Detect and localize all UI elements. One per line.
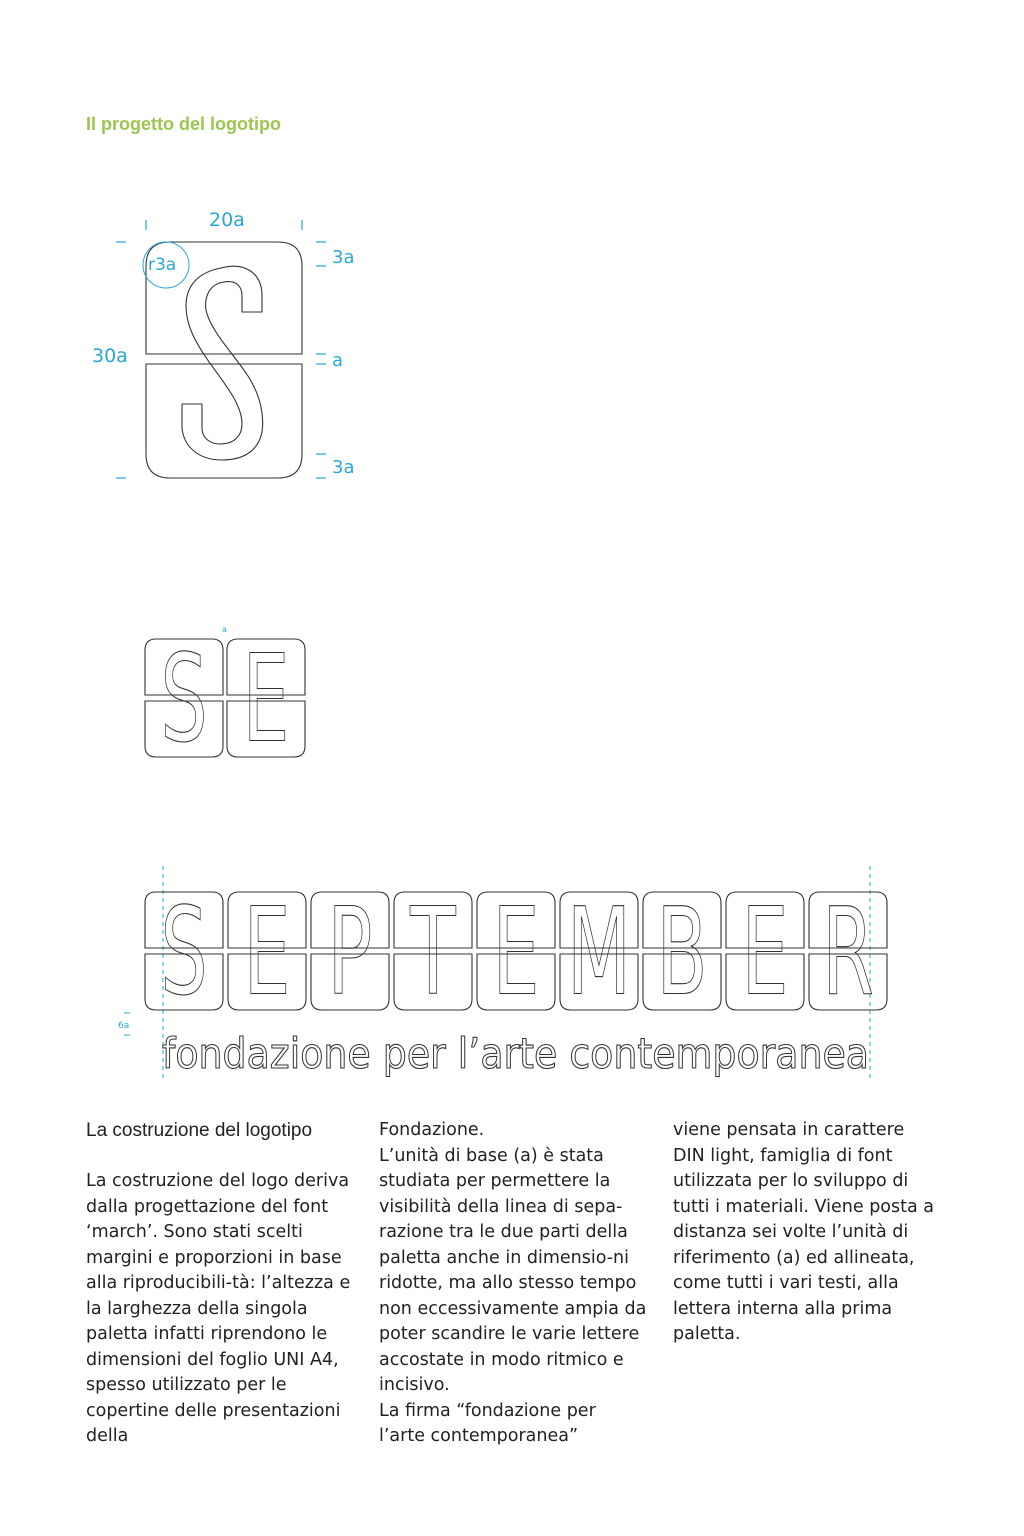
paletta-letter: R <box>822 881 874 1023</box>
wordmark-group <box>118 866 887 1082</box>
paletta-letter: P <box>327 881 373 1023</box>
dim-gap-label: a <box>332 350 344 371</box>
col2-paragraph-c: La firma “fondazione per l’arte contemporanea” <box>379 1400 596 1446</box>
text-column-3 <box>673 1118 941 1348</box>
dim-height-label: 30a <box>92 345 128 367</box>
wordmark-palettes <box>145 882 887 1023</box>
pair-palette-group <box>145 625 305 769</box>
s-letter-glyph <box>182 266 263 460</box>
dim-top-margin-label: 3a <box>332 247 355 268</box>
tagline-offset-label: 6a <box>118 1021 130 1031</box>
section-heading: La costruzione del logotipo <box>86 1120 313 1141</box>
tagline-outline-text: fondazione per l’arte contemporanea <box>162 1029 869 1078</box>
dim-width-label: 20a <box>209 209 245 231</box>
letter-paletta-0 <box>145 629 223 770</box>
paletta-letter: S <box>160 628 208 770</box>
pair-gap-label: a <box>222 625 227 634</box>
letter-paletta-8 <box>809 882 887 1023</box>
paletta-letter: B <box>656 881 708 1023</box>
letter-paletta-7 <box>726 882 804 1023</box>
paletta-letter: M <box>566 881 632 1023</box>
paletta-bottom-half <box>146 364 302 478</box>
letter-paletta-4 <box>477 882 555 1023</box>
text-column-2 <box>379 1118 647 1450</box>
page-title: Il progetto del logotipo <box>86 114 281 134</box>
col3-paragraph: viene pensata in carattere DIN light, famiglia di font utilizzata per lo sviluppo di tutti i materiali. Viene posta a distanza sei volte l’unità di riferimento (a) ed allineata, come tutti i vari testi, alla lettera interna alla prima paletta. <box>673 1120 934 1344</box>
letter-paletta-2 <box>311 882 389 1023</box>
col2-paragraph-a: Fondazione. <box>379 1120 485 1140</box>
paletta-letter: S <box>160 881 208 1023</box>
paletta-letter: E <box>242 628 290 770</box>
big-paletta <box>92 209 354 478</box>
paletta-letter: E <box>741 881 789 1023</box>
letter-paletta-1 <box>228 882 306 1023</box>
letter-paletta-5 <box>560 882 638 1023</box>
paletta-letter: E <box>492 881 540 1023</box>
letter-paletta-0 <box>145 882 223 1023</box>
col2-paragraph-b: L’unità di base (a) è stata studiata per permettere la visibilità della linea di sepa-razione tra le due parti della paletta anche in dimensio-ni ridotte, ma allo stesso tempo non eccessivamente ampia da poter scandire le varie lettere accostate in modo ritmico e incisivo. <box>379 1145 647 1395</box>
letter-paletta-1 <box>227 629 305 770</box>
letter-paletta-6 <box>643 882 721 1023</box>
paletta-letter: T <box>410 881 456 1023</box>
text-column-1 <box>86 1118 354 1450</box>
dim-radius-label: r3a <box>148 255 177 275</box>
dim-bottom-margin-label: 3a <box>332 457 355 478</box>
letter-paletta-3 <box>394 882 472 1023</box>
pair-palettes <box>145 629 305 770</box>
col1-paragraph: La costruzione del logo deriva dalla progettazione del font ‘march’. Sono stati scelti margini e proporzioni in base alla riproducibili-tà: l’altezza e la larghezza della singola paletta infatti riprendono le dimensioni del foglio UNI A4, spesso utilizzato per le copertine delle presentazioni della <box>86 1171 351 1446</box>
paletta-letter: E <box>243 881 291 1023</box>
